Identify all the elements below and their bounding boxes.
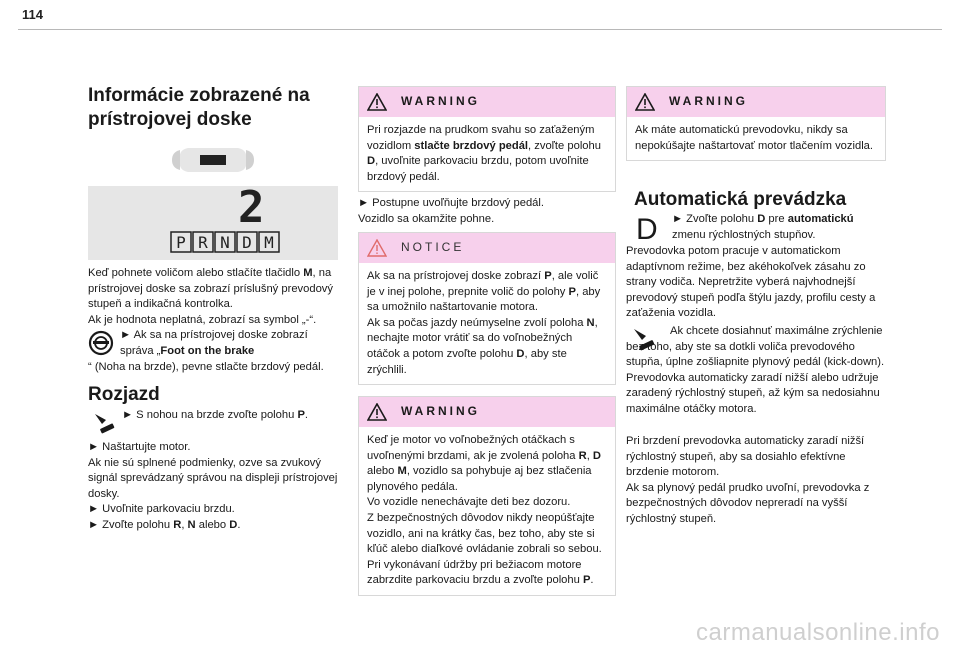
warning-header (359, 87, 615, 117)
notice-body: Ak sa na prístrojovej doske zobrazí P, ale volič je v inej polohe, prepnite volič do polohy P, aby sa umožnilo naštartovanie motora. Ak sa počas jazdy neúmyselne zvolí poloha N, nechajte motor vrátiť sa do voľnobežných otáčok a potom zvoľte polohu D, aby ste zrýchlili. (367, 270, 601, 376)
warning-body: Pri rozjazde na prudkom svahu so zaťaženým vozidlom stlačte brzdový pedál, zvoľte polohu D, uvoľnite parkovaciu brzdu, potom uvoľnite brzdový pedál. (367, 124, 601, 183)
instrument-cluster-icon (172, 148, 254, 172)
release-brake-steps: ► Postupne uvoľňujte brzdový pedál. Vozidlo sa okamžite pohne. (358, 197, 544, 225)
rozjazd-step1: ► S nohou na brzde zvoľte polohu P. (122, 409, 309, 421)
warning-box-3 (626, 86, 886, 161)
foot-on-brake-text: ► Ak sa na prístrojovej doske zobrazí správa „Foot on the brake (120, 329, 308, 357)
section-title-display-info: Informácie zobrazené na prístrojovej doske (88, 85, 310, 130)
warning-triangle-icon (367, 403, 387, 421)
notice-triangle-icon (367, 239, 387, 257)
paragraph: Ak je hodnota neplatná, zobrazí sa symbol „-“. (88, 313, 317, 326)
gear-letter: M (264, 233, 274, 252)
notice-header (359, 233, 615, 263)
section-title-automatic: Automatická prevádzka (634, 189, 847, 210)
warning-box-2 (358, 396, 616, 596)
rozjazd-steps: ► Naštartujte motor. Ak nie sú splnené podmienky, ozve sa zvukový signál sprevádzaný správou na displeji prístrojovej dosky. ► Uvoľnite parkovaciu brzdu. ► Zvoľte polohu R, N alebo D. (88, 441, 338, 531)
warning-triangle-icon (635, 93, 655, 111)
gear-digit: 2 (238, 182, 265, 233)
gear-letter: N (220, 233, 230, 252)
gear-letter: D (242, 233, 252, 252)
foot-brake-icon (92, 410, 116, 434)
gear-letter: R (198, 233, 208, 252)
warning-label: WARNING (401, 94, 480, 109)
gear-letter: P (176, 233, 186, 252)
warning-box-1 (358, 86, 616, 192)
auto-para4-5: Pri brzdení prevodovka automaticky zaradí nižší rýchlostný stupeň, aby sa dosiahlo efektívne brzdenie motorom. Ak sa plynový pedál prudko uvoľní, prevodovka z bezpečnostných dôvodov nepreradí na vyšší rýchlostný stupeň. (626, 435, 870, 525)
warning-body: Keď je motor vo voľnobežných otáčkach s uvoľnenými brzdami, ak je zvolená poloha R, D alebo M, vozidlo sa pohybuje aj bez stlačenia plynového pedála. Vo vozidle nenechávajte deti bez dozoru. Z bezpečnostných dôvodov nikdy neopúšťajte vozidlo, ani na krátky čas, bez toho, aby ste si kľúč alebo diaľkové ovládanie zobrali so sebou. Pri vykonávaní údržby pri bežiacom motore zabrzdite parkovaciu brzdu a zvoľte polohu P. (367, 434, 602, 587)
warning-body: Ak máte automatickú prevodovku, nikdy sa nepokúšajte naštartovať motor tlačením vozidla. (635, 124, 874, 152)
warning-label: WARNING (669, 94, 748, 109)
page-number: 114 (22, 7, 43, 22)
gear-display-illustration (88, 142, 338, 260)
notice-label: NOTICE (401, 240, 465, 255)
warning-header (359, 397, 615, 427)
auto-para2: Prevodovka potom pracuje v automatickom adaptívnom režime, bez akéhokoľvek zásahu zo strany vodiča. Nepretržite vyberá najvhodnejší prevodový stupeň podľa štýlu jazdy, profilu cesty a zaťaženia vozidla. (626, 245, 876, 320)
steering-wheel-icon (88, 330, 114, 356)
display-info-text (88, 266, 340, 328)
instrument-panel-figure (88, 142, 338, 260)
notice-box (358, 232, 616, 385)
warning-label: WARNING (401, 404, 480, 419)
auto-para3: Ak chcete dosiahnuť maximálne zrýchlenie bez toho, aby ste sa dotkli voliča prevodového stupňa, úplne zošliapnite plynový pedál (kick-down). Prevodovka automaticky zaradí nižší alebo udržuje zaradený rýchlostný stupeň, až kým sa nedosiahnu maximálne otáčky motora. (626, 325, 885, 415)
warning-triangle-icon (367, 93, 387, 111)
auto-step1: ► Zvoľte polohu D pre automatickú zmenu rýchlostných stupňov. (672, 213, 854, 241)
gear-d-symbol: D (636, 213, 658, 246)
paragraph: Keď pohnete voličom alebo stlačíte tlačidlo M, na prístrojovej doske sa zobrazí príslušný prevodový stupeň a indikačná kontrolka. (88, 267, 333, 311)
foot-on-brake-text-cont: “ (Noha na brzde), pevne stlačte brzdový pedál. (88, 361, 324, 373)
section-title-rozjazd: Rozjazd (88, 384, 160, 405)
watermark: carmanualsonline.info (696, 619, 940, 647)
warning-header (627, 87, 885, 117)
header-divider (18, 29, 942, 30)
